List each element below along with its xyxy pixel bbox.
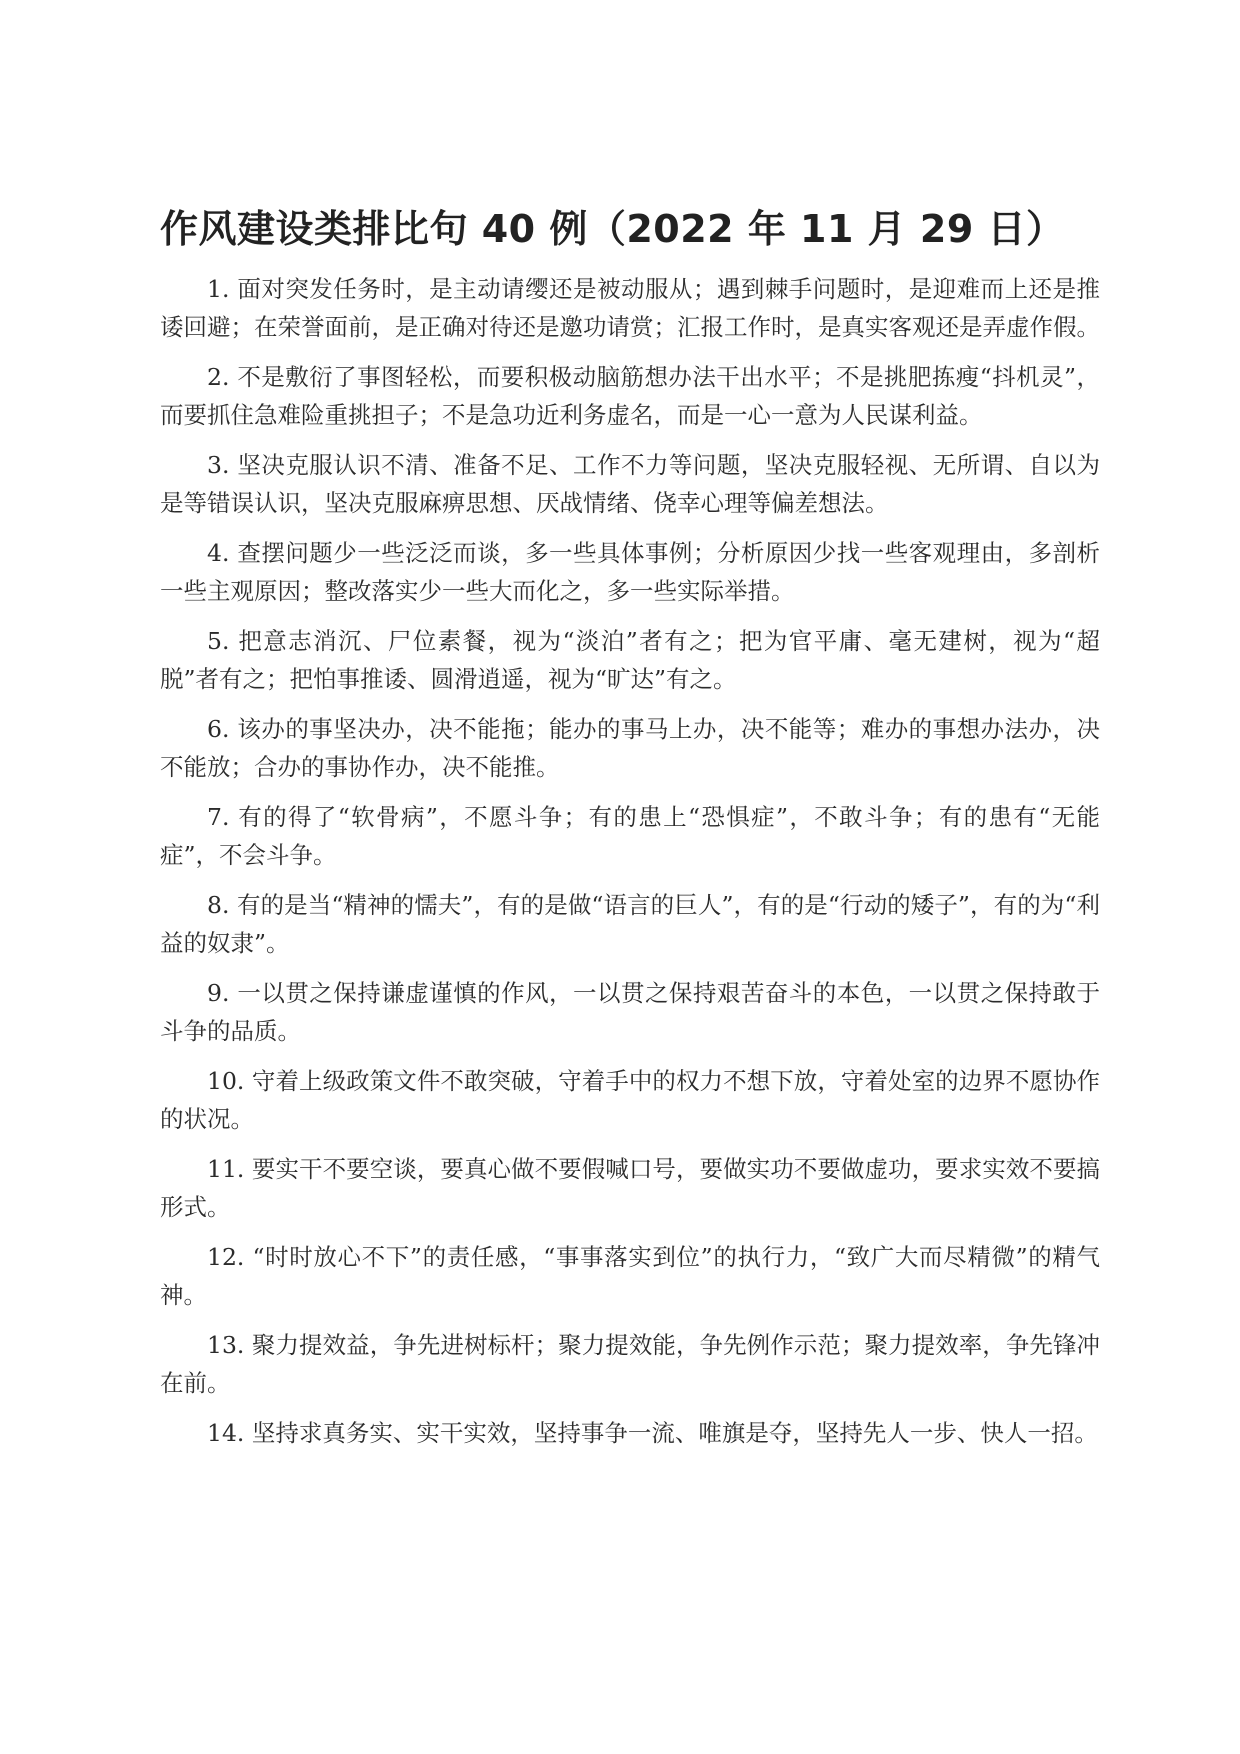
- paragraph-10: 10. 守着上级政策文件不敢突破，守着手中的权力不想下放，守着处室的边界不愿协作的状况。: [160, 1067, 1100, 1133]
- paragraph-3: 3. 坚决克服认识不清、准备不足、工作不力等问题，坚决克服轻视、无所谓、自以为是等错误认识，坚决克服麻痹思想、厌战情绪、侥幸心理等偏差想法。: [160, 451, 1100, 517]
- paragraph-6: 6. 该办的事坚决办，决不能拖；能办的事马上办，决不能等；难办的事想办法办，决不能放；合办的事协作办，决不能推。: [160, 715, 1100, 781]
- paragraph-9: 9. 一以贯之保持谦虚谨慎的作风，一以贯之保持艰苦奋斗的本色，一以贯之保持敢于斗争的品质。: [160, 979, 1100, 1045]
- paragraph-2: 2. 不是敷衍了事图轻松，而要积极动脑筋想办法干出水平；不是挑肥拣瘦“抖机灵”，而要抓住急难险重挑担子；不是急功近利务虚名，而是一心一意为人民谋利益。: [160, 363, 1100, 429]
- paragraph-14: 14. 坚持求真务实、实干实效，坚持事争一流、唯旗是夺，坚持先人一步、快人一招。: [207, 1419, 1098, 1447]
- paragraph-1: 1. 面对突发任务时，是主动请缨还是被动服从；遇到棘手问题时，是迎难而上还是推诿回避；在荣誉面前，是正确对待还是邀功请赏；汇报工作时，是真实客观还是弄虚作假。: [160, 275, 1100, 341]
- paragraph-5: 5. 把意志消沉、尸位素餐，视为“淡泊”者有之；把为官平庸、毫无建树，视为“超脱”者有之；把怕事推诿、圆滑逍遥，视为“旷达”有之。: [160, 627, 1100, 693]
- paragraph-12: 12. “时时放心不下”的责任感，“事事落实到位”的执行力，“致广大而尽精微”的精气神。: [160, 1243, 1100, 1309]
- paragraph-11: 11. 要实干不要空谈，要真心做不要假喊口号，要做实功不要做虚功，要求实效不要搞形式。: [160, 1155, 1100, 1221]
- paragraph-4: 4. 查摆问题少一些泛泛而谈，多一些具体事例；分析原因少找一些客观理由，多剖析一些主观原因；整改落实少一些大而化之，多一些实际举措。: [160, 539, 1100, 605]
- paragraph-13: 13. 聚力提效益，争先进树标杆；聚力提效能，争先例作示范；聚力提效率，争先锋冲在前。: [160, 1331, 1100, 1397]
- paragraph-7: 7. 有的得了“软骨病”，不愿斗争；有的患上“恐惧症”，不敢斗争；有的患有“无能症”，不会斗争。: [160, 803, 1100, 869]
- document-title: 作风建设类排比句 40 例（2022 年 11 月 29 日）: [160, 207, 1065, 251]
- document-body: [160, 270, 1100, 1464]
- paragraph-8: 8. 有的是当“精神的懦夫”，有的是做“语言的巨人”，有的是“行动的矮子”，有的为“利益的奴隶”。: [160, 891, 1100, 957]
